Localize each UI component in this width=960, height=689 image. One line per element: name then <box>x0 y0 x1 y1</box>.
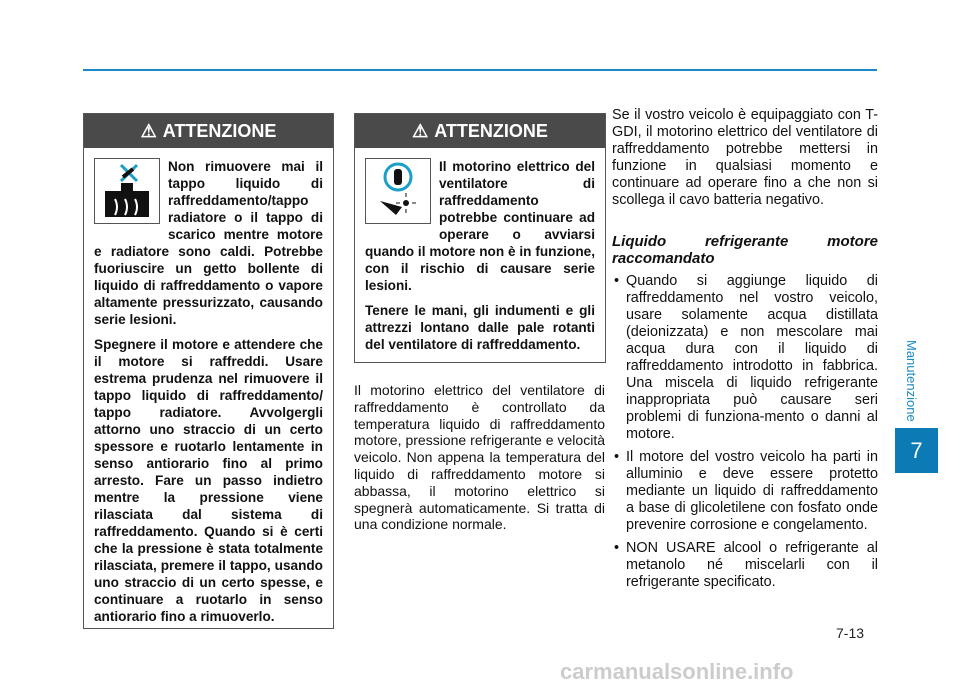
right-column <box>612 107 878 597</box>
list-item: • NON USARE alcool o refrigerante al metanolo né miscelarli con il refrigerante specificato. <box>612 540 878 591</box>
warning-box-radiator <box>83 113 334 629</box>
warning-header <box>355 114 605 148</box>
warning-title: ATTENZIONE <box>162 120 277 141</box>
fan-description: Il motorino elettrico del ventilatore di raffreddamento è controllato da temperatura liquido di raffreddamento motore, pressione refrigerante e velocità veicolo. Non appena la temperatura del liquido di raffreddamento motore si abbassa, il motorino elettrico si spegnerà automaticamente. Si tratta di una condizione normale. <box>354 382 605 533</box>
section-heading: Liquido refrigerante motore raccomandato <box>612 233 878 267</box>
warning-triangle-icon: ⚠ <box>140 120 157 141</box>
warning-text: Spegnere il motore e attendere che il motore si raffreddi. Usare estrema prudenza nel rimuovere il tappo liquido di raffreddamento/ tappo radiatore. Avvolgergli attorno uno straccio di un certo spessore e ruotarlo lentamente in senso antiorario fino al primo arresto. Fare un passo indietro mentre la pressione viene rilasciata dal sistema di raffreddamento. Quando si è certi che la pressione è stata totalmente rilasciata, premere il tappo, usando uno straccio di un certo spesse, e continuare a ruotarlo in senso antiorario fino a rimuoverlo. <box>94 337 323 624</box>
list-item: • Il motore del vostro veicolo ha parti in alluminio e deve essere protetto mediante un liquido di raffreddamento a base di glicoletilene con fosfato onde prevenire corrosione e congelamento. <box>612 449 878 534</box>
section-tab-label: Manutenzione <box>904 340 919 422</box>
warning-text: Tenere le mani, gli indumenti e gli attrezzi lontano dalle pale rotanti del ventilatore di raffreddamento. <box>365 303 595 352</box>
warning-text: Il motorino elettrico del ventilatore di raffreddamento potrebbe continuare ad operare o avviarsi quando il motore non è in funzione, con il rischio di causare serie lesioni. <box>365 159 595 293</box>
tgdi-note: Se il vostro veicolo è equipaggiato con T-GDI, il motorino elettrico del ventilatore di raffreddamento potrebbe mettersi in funzione in qualsiasi momento e continuare ad operare fino a che non si scollega il cavo batteria negativo. <box>612 107 878 208</box>
warning-triangle-icon: ⚠ <box>412 120 429 141</box>
watermark: carmanualsonline.info <box>560 659 794 684</box>
list-item: • Quando si aggiunge liquido di raffreddamento nel vostro veicolo, usare solamente acqua distillata (deionizzata) e non mescolare mai acqua dura con il liquido di raffreddamento introdotto in fabbrica. Una miscela di liquido refrigerante inappropriata può causare seri problemi di funziona-mento o danni al motore. <box>612 273 878 443</box>
top-rule <box>83 69 877 71</box>
chapter-tab: 7 <box>895 428 938 473</box>
warning-title: ATTENZIONE <box>434 120 548 141</box>
warning-box-fan <box>354 113 606 363</box>
page-number: 7-13 <box>836 625 865 641</box>
no-hand-fan-icon <box>365 158 431 224</box>
warning-header <box>84 114 333 148</box>
hot-radiator-cap-icon <box>94 158 160 224</box>
warning-text: Non rimuovere mai il tappo liquido di raffreddamento/tappo radiatore o il tappo di scarico mentre motore e radiatore sono caldi. Potrebbe fuoriuscire un getto bollente di liquido di raffreddamento o vapore altamente pressurizzato, causando serie lesioni. <box>94 159 323 327</box>
